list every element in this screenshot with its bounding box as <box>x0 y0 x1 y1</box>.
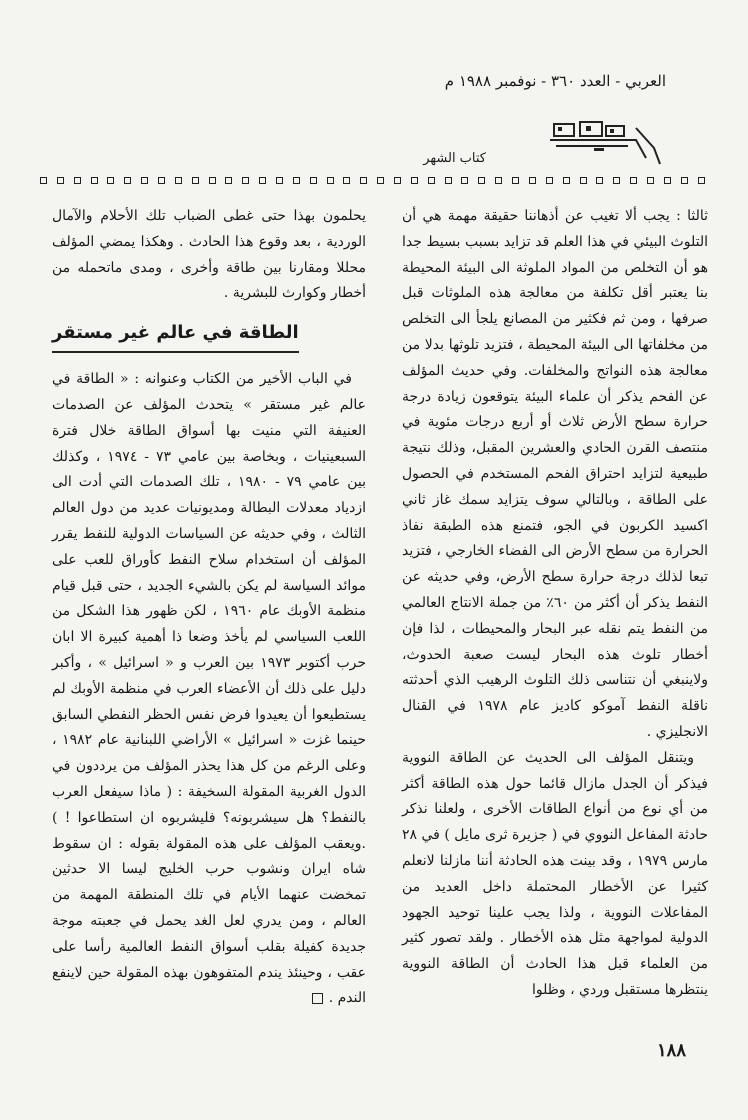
section-logo-graphic <box>496 118 666 170</box>
paragraph-text: في الباب الأخير من الكتاب وعنوانه : « الطاقة في عالم غير مستقر » يتحدث المؤلف عن الصدمات العنيفة التي منيت بها أسواق الطاقة خلال فترة السبعينيات ، وبخاصة بين عامي ٧٣ - ١٩٧٤ ، وكذلك بين عامي ٧٩ - ١٩٨٠ ، تلك الصدمات التي أدت الى ازدياد معدلات البطالة ومديونيات عديد من دول العالم الثالث ، وفي حديثه عن السياسات الدولية للنفط يقرر المؤلف أن استخدام سلاح النفط كأوراق للعب على موائد السياسة لم يكن بالشيء الجديد ، حتى قبل قيام منظمة الأوبك عام ١٩٦٠ ، لكن ظهور هذا الشكل من اللعب السياسي لم يأخذ وضعا ذا أهمية كبيرة الا ابان حرب أكتوبر ١٩٧٣ بين العرب و « اسرائيل » ، وأكبر دليل على ذلك أن الأعضاء العرب في منظمة الأوبك لم يستطيعوا أن يعيدوا فرض نفس الحظر النفطي السابق حينما غزت « اسرائيل » الأراضي اللبنانية عام ١٩٨٢ ، وعلى الرغم من كل هذا يحذر المؤلف من يرددون في الدول الغربية المقولة السخيفة : ( ماذا سيفعل العرب بالنفط؟ هل سيشربونه؟ فليشربوه ان استطاعوا ! ) .ويعقب المؤلف على هذه المقولة بقوله : ان سقوط شاه ايران ونشوب حرب الخليج ليسا الا حدثين تمخضت عنهما الأيام في تلك المنطقة المهمة من العالم ، ومن يدري لعل الغد يحمل في جعبته موجة جديدة كفيلة بقلب أسواق النفط العالمية رأسا على عقب ، وحينئذ يندم المتفوهون بهذه المقولة حين لاينفع الندم . <box>52 371 367 1007</box>
paragraph: يحلمون بهذا حتى غطى الضباب تلك الأحلام والآمال الوردية ، بعد وقوع هذا الحادث . وهكذا يمضي المؤلف محللا ومقارنا بين طاقة وأخرى ، ومدى ماتحمله من أخطار وكوارث للبشرية . <box>52 208 366 302</box>
end-mark-icon <box>312 993 323 1004</box>
issue-header: العربي - العدد ٣٦٠ - نوفمبر ١٩٨٨ م <box>444 72 666 90</box>
paragraph: ثالثا : يجب ألا تغيب عن أذهاننا حقيقة مهمة هي أن التلوث البيئي في هذا العلم قد تزايد بسبب بسيط جدا هو أن التخلص من المواد الملوثة الى البيئة المحيطة بنا يعتبر أقل تكلفة من معالجة هذه الملوثات قبل صرفها ، ومن ثم فكثير من المصانع يلجأ الى التخلص من مخلفاتها الى البيئة المحيطة ، فتزيد تلوثها بدلا من معالجة هذه النواتج والمخلفات. وفي حديث المؤلف عن الفحم يذكر أن علماء البيئة يتوقعون زيادة درجة حرارة سطح الأرض ثلاث أو أربع درجات مئوية في منتصف القرن الحادي والعشرين المقبل، وذلك نتيجة طبيعية لتزايد احتراق الفحم المستخدم في الحصول على الطاقة ، وبالتالي سوف يتزايد سمك غاز ثاني اكسيد الكربون في الجو، فتمنع هذه الطبقة نفاذ الحرارة من سطح الأرض الى الفضاء الخارجي ، فتزيد تبعا لذلك درجة حرارة سطح الأرض، وفي حديثه عن النفط يذكر أن أكثر من ٦٠٪ من جملة الانتاج العالمي من النفط يتم نقله عبر البحار والمحيطات ، لذا فإن أخطار تلوث هذه البحار ليست صعبة الحدوث، ولاينبغي أن نتناسى ذلك التلوث الرهيب الذي أحدثته ناقلة النفط آموكو كاديز عام ١٩٧٨ في القنال الانجليزي . <box>402 208 708 740</box>
section-title: كتاب الشهر <box>423 151 486 166</box>
section-logo <box>496 118 666 170</box>
paragraph <box>52 367 366 1012</box>
page-number: ١٨٨ <box>656 1040 686 1061</box>
right-column <box>402 204 708 1004</box>
paragraph: ويتنقل المؤلف الى الحديث عن الطاقة النووية فيذكر أن الجدل مازال قائما حول هذه الطاقة أكثر من أي نوع من أنواع الطاقات الأخرى ، ولعلنا نذكر حادثة المفاعل النووي في ( جزيرة ثرى مايل ) في ٢٨ مارس ١٩٧٩ ، وقد بينت هذه الحادثة أننا مازلنا لانعلم كثيرا عن الأخطار المحتملة داخل العديد من المفاعلات النووية ، ولذا يجب علينا توحيد الجهود الدولية لمواجهة مثل هذه الأخطار . ولقد تصور كثير من العلماء قبل هذا الحادث أن الطاقة النووية ينتظرها مستقبل وردي ، وظلوا <box>402 749 708 998</box>
left-column <box>52 204 366 1012</box>
subheading: الطاقة في عالم غير مستقر <box>52 319 299 353</box>
decorative-rule <box>40 174 705 186</box>
